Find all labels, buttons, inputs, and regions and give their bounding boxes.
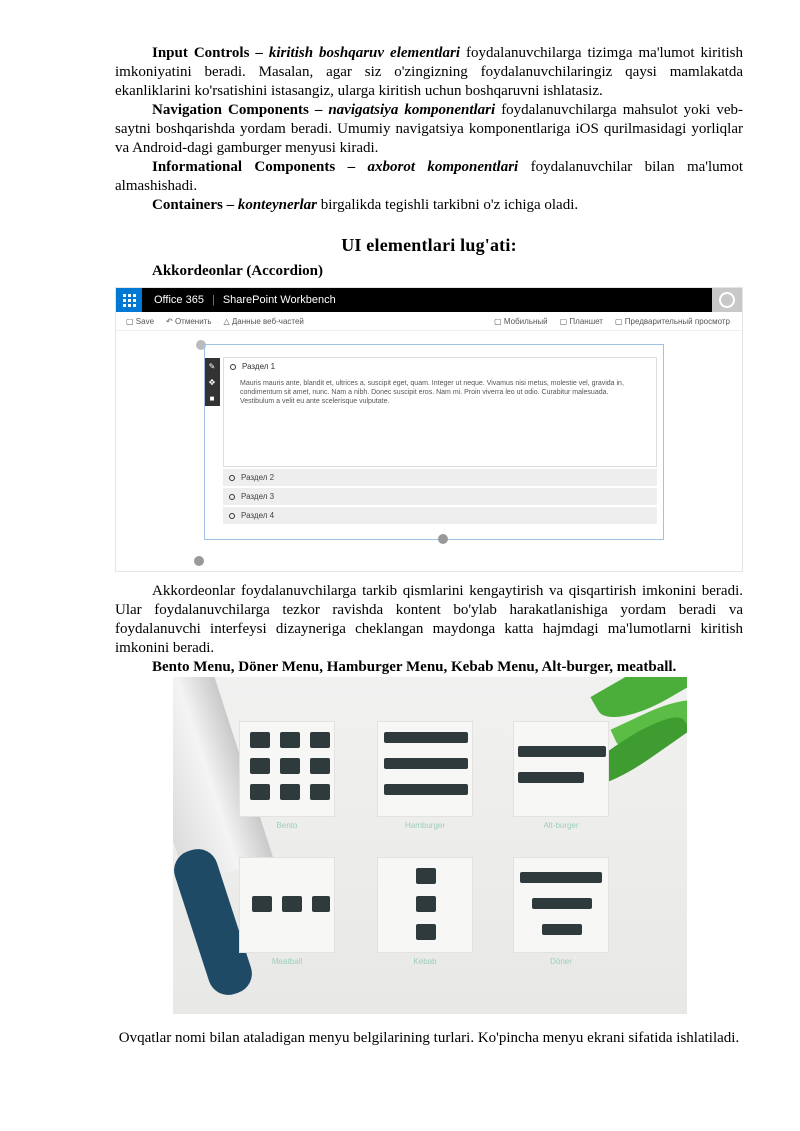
translation-input-controls: kiritish boshqaruv elementlari (268, 45, 461, 61)
kebab-icon (416, 868, 436, 884)
alt-burger-icon (518, 746, 606, 757)
collapse-icon (230, 364, 236, 370)
cancel-label: Отменить (174, 316, 212, 326)
kebab-label: Kebab (413, 957, 437, 966)
paragraph-navigation (115, 101, 743, 158)
bento-label: Bento (276, 821, 298, 830)
edit-icon[interactable]: ✎ (208, 361, 216, 371)
term-informational: Informational Components – (152, 159, 356, 175)
move-icon[interactable]: ✥ (208, 377, 216, 387)
sharepoint-screenshot (115, 287, 743, 572)
bento-icon (250, 758, 270, 774)
translation-informational: axborot komponentlari (367, 159, 519, 175)
alt-burger-icon (518, 772, 584, 783)
doner-card (513, 857, 609, 953)
hamburger-label: Hamburger (404, 821, 445, 830)
kebab-icon (416, 924, 436, 940)
avatar[interactable] (712, 288, 742, 312)
accordion-title-3: Раздел 3 (241, 492, 275, 501)
doner-label: Döner (550, 957, 572, 966)
bento-card (239, 721, 335, 817)
meatball-icon (252, 896, 272, 912)
webpart-canvas (204, 344, 664, 540)
term-input-controls: Input Controls – (152, 45, 263, 61)
translation-containers: konteynerlar (237, 197, 318, 213)
doner-icon (520, 872, 602, 883)
accordion-header-1[interactable] (224, 358, 656, 375)
mobile-view-label: Мобильный (503, 316, 548, 326)
save-command[interactable]: ▢ Save (126, 316, 155, 326)
app-launcher-icon[interactable] (116, 288, 142, 312)
bento-icon (250, 784, 270, 800)
save-label: Save (135, 316, 155, 326)
cancel-command[interactable]: ↶ Отменить (166, 316, 212, 326)
alt-burger-label: Alt-burger (543, 821, 579, 830)
hamburger-icon (384, 732, 468, 743)
kebab-card (377, 857, 473, 953)
accordion-header-3[interactable] (223, 488, 657, 505)
bento-icon (310, 784, 330, 800)
accordion-body-1: Mauris mauris ante, blandit et, ultrices a, suscipit eget, quam. Integer ut neque. Vivamus nisi metus, molestie vel, gravida in, condimentum sit amet, nunc. Nam a nibh. Donec suscipit eros. Nam mi. Proin viverra leo ut odio. Curabitur malesuada. Vestibulum a velit eu ante scelerisque vulputate. (240, 380, 624, 405)
term-navigation: Navigation Components – (152, 102, 323, 118)
tablet-view-command[interactable]: ▢ Планшет (559, 316, 603, 326)
command-bar (116, 312, 742, 331)
menu-icons-photo (173, 677, 687, 1014)
document-page (115, 44, 743, 683)
text-containers: birgalikda tegishli tarkibni o'z ichiga oladi. (320, 197, 579, 213)
user-icon (719, 292, 735, 308)
mobile-view-command[interactable]: ▢ Мобильный (494, 316, 548, 326)
view-options (494, 317, 742, 326)
meatball-card (239, 857, 335, 953)
doner-icon (542, 924, 582, 935)
accordion-title-1: Раздел 1 (242, 362, 276, 371)
bento-icon (280, 784, 300, 800)
paragraph-informational (115, 158, 743, 196)
text-navigation: foydalanuvchilarga mahsulot yoki veb-saytni boshqarishda yordam beradi. Umumiy navigatsiya komponentlariga iOS qurilmasidagi yorliqlar va Android-dagi gamburger menyusi kiradi. (115, 102, 743, 156)
meatball-icon (312, 896, 330, 912)
expand-icon (229, 513, 235, 519)
brand-label[interactable]: Office 365 (154, 294, 204, 306)
bento-icon (310, 732, 330, 748)
expand-icon (229, 494, 235, 500)
hamburger-icon (384, 758, 468, 769)
webpart-data-command[interactable]: △ Данные веб-частей (223, 316, 304, 326)
accordion-title-2: Раздел 2 (241, 473, 275, 482)
translation-navigation: navigatsiya komponentlari (328, 102, 496, 118)
webpart-data-label: Данные веб-частей (231, 316, 304, 326)
bento-icon (310, 758, 330, 774)
preview-command[interactable]: ▢ Предварительный просмотр (614, 316, 730, 326)
bento-icon (280, 758, 300, 774)
accordion-section-open[interactable] (223, 357, 657, 467)
text-input-controls: foydalanuvchilarga tizimga ma'lumot kiritish imkoniyatini beradi. Masalan, agar siz o'zingizning foydalanuvchilaringiz qaysi mamlakatda ekanliklarini ko'rsatishini istasangiz, ularga kiritish uchun boshqaruvni ishlatasiz. (115, 45, 744, 99)
accordion-header-4[interactable] (223, 507, 657, 524)
tablet-view-label: Планшет (569, 316, 603, 326)
preview-label: Предварительный просмотр (624, 316, 730, 326)
accordion-description: Akkordeonlar foydalanuvchilarga tarkib qismlarini kengaytirish va qisqartirish imkonini beradi. Ular foydalanuvchilarga tezkor ravishda kontent bo'ylab harakatlanishiga yordam beradi va foydalanuvchi interfeysi dizayneriga cheklangan maydonga katta hajmdagi ma'lumotlarni kiritish imkonini beradi. (115, 583, 743, 656)
hamburger-card (377, 721, 473, 817)
alt-burger-card (513, 721, 609, 817)
meatball-icon (282, 896, 302, 912)
paragraph-containers (115, 196, 743, 215)
expand-icon (229, 475, 235, 481)
text-informational: foydalanuvchilar bilan ma'lumot almashishadi. (115, 159, 743, 194)
hamburger-icon (384, 784, 468, 795)
delete-icon[interactable]: ■ (209, 393, 215, 403)
brand-separator: | (211, 294, 215, 306)
add-webpart-icon[interactable] (194, 556, 204, 566)
add-section-icon[interactable] (438, 534, 448, 544)
accordion-header-2[interactable] (223, 469, 657, 486)
kebab-icon (416, 896, 436, 912)
accordion-title-4: Раздел 4 (241, 511, 275, 520)
bento-icon (280, 732, 300, 748)
accordion-heading: Akkordeonlar (Accordion) (152, 263, 323, 279)
paragraph-input-controls (115, 44, 743, 101)
term-containers: Containers – (152, 197, 235, 213)
bento-icon (250, 732, 270, 748)
section-title: UI elementlari lug'ati: (341, 235, 517, 255)
doner-icon (532, 898, 592, 909)
suite-bar (116, 288, 742, 312)
product-label: SharePoint Workbench (222, 294, 336, 306)
figure-caption: Ovqatlar nomi bilan ataladigan menyu belgilarining turlari. Ko'pincha menyu ekrani sifatida ishlatiladi. (118, 1030, 740, 1046)
meatball-label: Meatball (271, 957, 303, 966)
menu-heading: Bento Menu, Döner Menu, Hamburger Menu, Kebab Menu, Alt-burger, meatball. (152, 659, 677, 675)
